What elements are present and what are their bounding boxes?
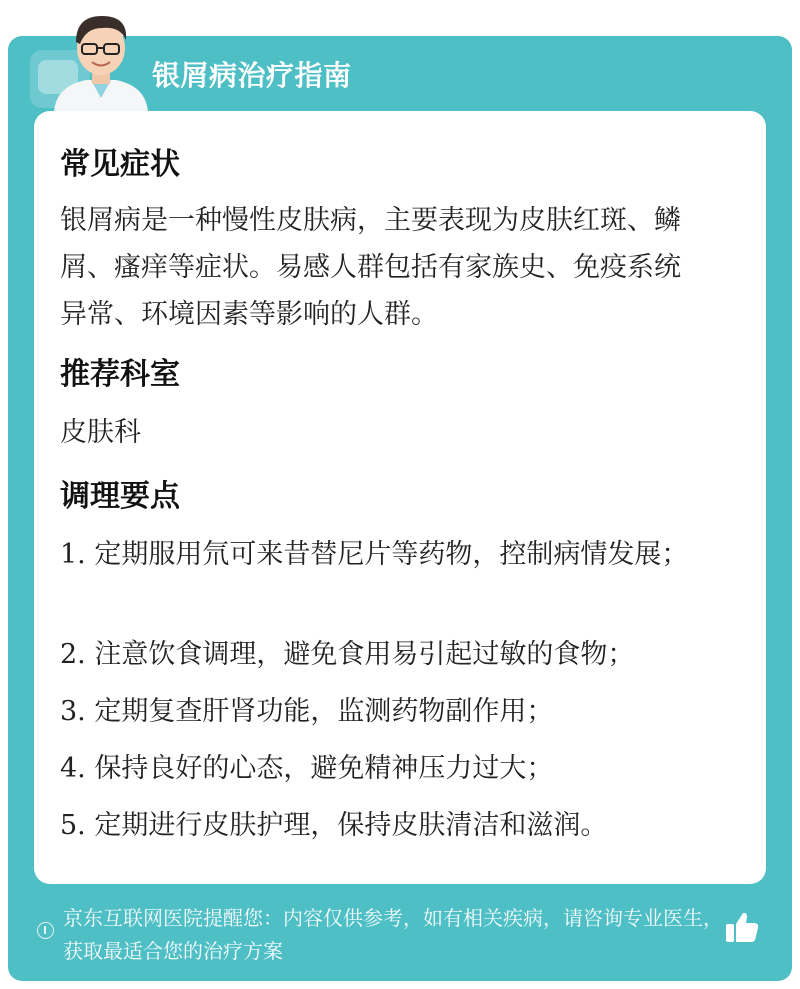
list-item: 4. 保持良好的心态，避免精神压力过大； (60, 753, 554, 784)
list-item: 1. 定期服用氘可来昔替尼片等药物，控制病情发展； (60, 539, 689, 570)
page-title: 银屑病治疗指南 (152, 59, 352, 92)
list-item: 5. 定期进行皮肤护理，保持皮肤清洁和滋润。 (60, 810, 608, 841)
content-card (34, 111, 766, 884)
list-item: 3. 定期复查肝肾功能，监测药物副作用； (60, 696, 554, 727)
doctor-avatar-icon (46, 8, 156, 112)
info-icon (37, 922, 54, 939)
symptoms-text: 银屑病是一种慢性皮肤病，主要表现为皮肤红斑、鳞屑、瘙痒等症状。易感人群包括有家族史、免疫系统异常、环境因素等影响的人群。 (60, 205, 681, 330)
thumbs-up-icon[interactable] (724, 909, 760, 945)
list-item: 2. 注意饮食调理，避免食用易引起过敏的食物； (60, 639, 635, 670)
footer-disclaimer: 京东互联网医院提醒您：内容仅供参考，如有相关疾病，请咨询专业医生，获取最适合您的治疗方案 (63, 906, 723, 963)
section-title-symptoms: 常见症状 (60, 147, 180, 182)
section-title-department: 推荐科室 (60, 357, 180, 392)
section-title-care: 调理要点 (60, 479, 180, 514)
department-text: 皮肤科 (60, 417, 141, 448)
